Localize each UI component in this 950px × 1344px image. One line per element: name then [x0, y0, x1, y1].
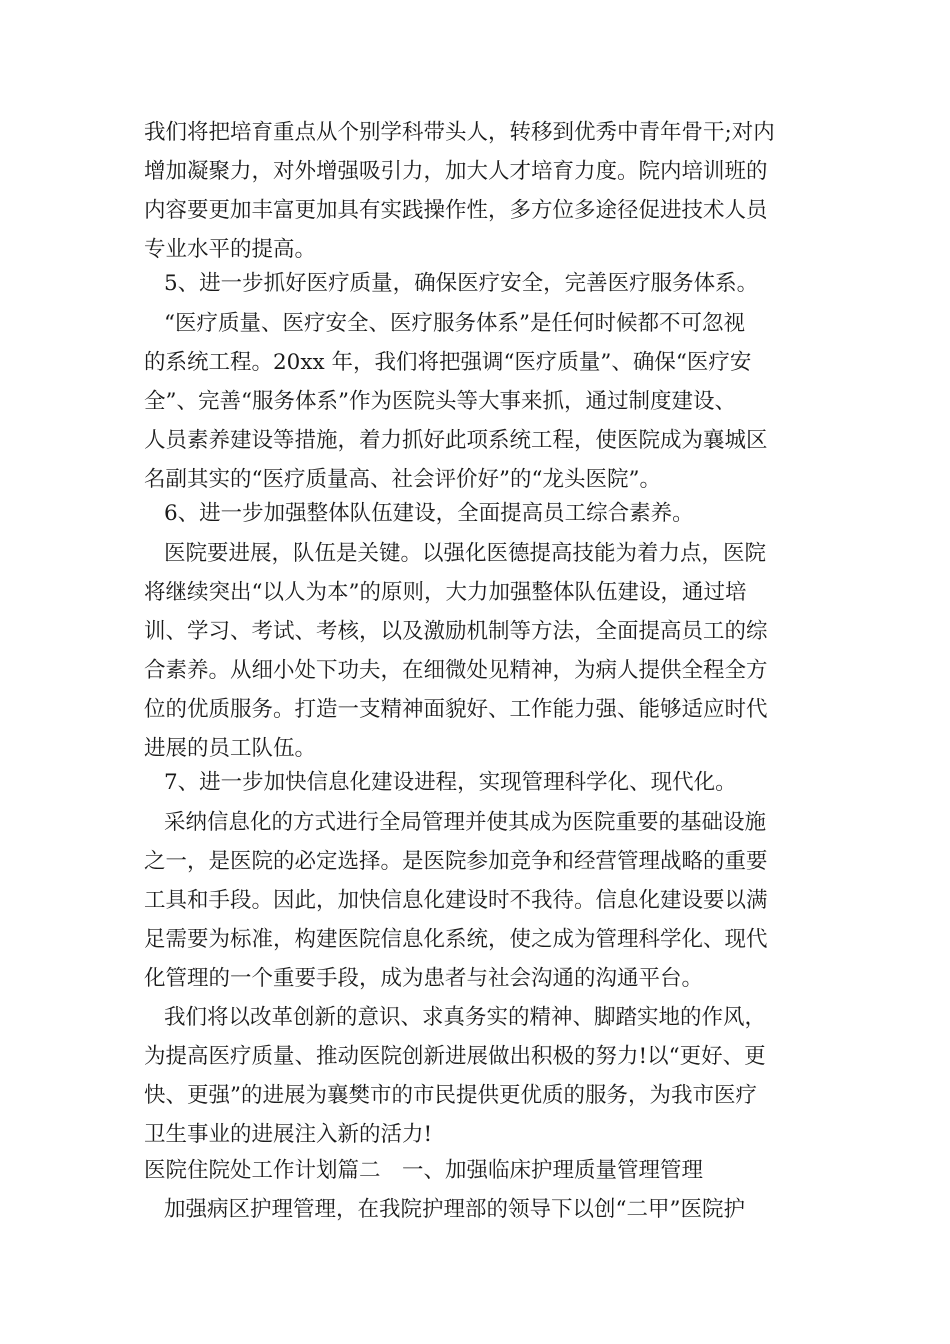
- paragraph-line: 专业水平的提高。: [144, 237, 317, 262]
- paragraph-line: 化管理的一个重要手段，成为患者与社会沟通的沟通平台。: [144, 966, 704, 991]
- chapter-heading: 医院住院处工作计划篇二 一、加强临床护理质量管理管理: [144, 1158, 704, 1183]
- paragraph-line: 人员素养建设等措施，着力抓好此项系统工程，使医院成为襄城区: [144, 428, 768, 453]
- paragraph-line: 合素养。从细小处下功夫，在细微处见精神，为病人提供全程全方: [144, 658, 768, 683]
- section-heading: 7、进一步加快信息化建设进程，实现管理科学化、现代化。: [164, 770, 737, 795]
- paragraph-line: 我们将把培育重点从个别学科带头人，转移到优秀中青年骨干;对内: [144, 120, 775, 145]
- paragraph-line: 的系统工程。20xx 年，我们将把强调“医疗质量”、确保“医疗安: [144, 350, 752, 375]
- paragraph-line: “医疗质量、医疗安全、医疗服务体系”是任何时候都不可忽视: [164, 311, 745, 336]
- paragraph-line: 我们将以改革创新的意识、求真务实的精神、脚踏实地的作风，: [164, 1005, 767, 1030]
- paragraph-line: 快、更强”的进展为襄樊市的市民提供更优质的服务，为我市医疗: [144, 1083, 757, 1108]
- paragraph-line: 训、学习、考试、考核，以及激励机制等方法，全面提高员工的综: [144, 619, 768, 644]
- paragraph-line: 工具和手段。因此，加快信息化建设时不我待。信息化建设要以满: [144, 888, 768, 913]
- paragraph-line: 医院要进展，队伍是关键。以强化医德提高技能为着力点，医院: [164, 541, 767, 566]
- paragraph-line: 将继续突出“以人为本”的原则，大力加强整体队伍建设，通过培: [144, 580, 747, 605]
- paragraph-line: 足需要为标准，构建医院信息化系统，使之成为管理科学化、现代: [144, 927, 768, 952]
- paragraph-line: 采纳信息化的方式进行全局管理并使其成为医院重要的基础设施: [164, 810, 767, 835]
- paragraph-line: 位的优质服务。打造一支精神面貌好、工作能力强、能够适应时代: [144, 697, 768, 722]
- paragraph-line: 内容要更加丰富更加具有实践操作性，多方位多途径促进技术人员: [144, 198, 768, 223]
- paragraph-line: 进展的员工队伍。: [144, 736, 317, 761]
- paragraph-line: 增加凝聚力，对外增强吸引力，加大人才培育力度。院内培训班的: [144, 159, 768, 184]
- paragraph-line: 为提高医疗质量、推动医院创新进展做出积极的努力!以“更好、更: [144, 1044, 766, 1069]
- paragraph-line: 名副其实的“医疗质量高、社会评价好”的“龙头医院”。: [144, 467, 661, 492]
- paragraph-line: 全”、完善“服务体系”作为医院头等大事来抓，通过制度建设、: [144, 389, 736, 414]
- section-heading: 5、进一步抓好医疗质量，确保医疗安全，完善医疗服务体系。: [164, 271, 759, 296]
- section-heading: 6、进一步加强整体队伍建设，全面提高员工综合素养。: [164, 501, 694, 526]
- paragraph-line: 之一，是医院的必定选择。是医院参加竞争和经营管理战略的重要: [144, 849, 768, 874]
- paragraph-line: 加强病区护理管理，在我院护理部的领导下以创“二甲”医院护: [164, 1197, 745, 1222]
- paragraph-line: 卫生事业的进展注入新的活力!: [144, 1122, 433, 1147]
